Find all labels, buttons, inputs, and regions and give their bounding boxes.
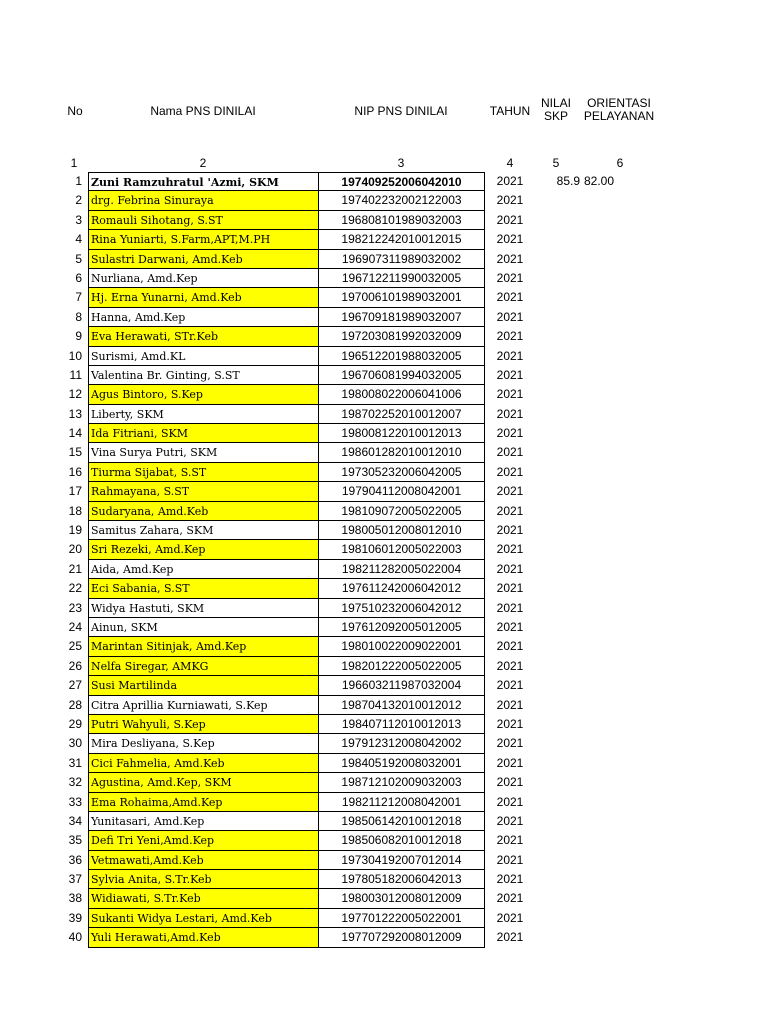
table-row	[0, 521, 768, 540]
row-number: 3	[75, 212, 82, 227]
nip-cell: 198506142010012018	[318, 812, 485, 831]
tahun-cell: 2021	[496, 775, 524, 790]
nama-cell: Marintan Sitinjak, Amd.Kep	[88, 637, 318, 656]
nama-cell: Sylvia Anita, S.Tr.Keb	[88, 870, 318, 889]
row-number: 40	[68, 930, 82, 945]
tahun-cell: 2021	[496, 891, 524, 906]
header-orientasi-pelayanan: ORIENTASI PELAYANAN	[583, 96, 655, 123]
nama-cell: Ida Fitriani, SKM	[88, 424, 318, 443]
nip-cell: 197203081992032009	[318, 327, 485, 346]
nip-cell: 198407112010012013	[318, 715, 485, 734]
tahun-cell: 2021	[496, 503, 524, 518]
table-row	[0, 482, 768, 501]
nip-cell: 198201222005022005	[318, 657, 485, 676]
nip-cell: 197304192007012014	[318, 851, 485, 870]
nip-cell: 198106012005022003	[318, 540, 485, 559]
row-number: 36	[68, 852, 82, 867]
nip-cell: 196808101989032003	[318, 211, 485, 230]
table-row	[0, 618, 768, 637]
table-row	[0, 657, 768, 676]
tahun-cell: 2021	[496, 910, 524, 925]
row-number: 37	[68, 872, 82, 887]
table-row	[0, 560, 768, 579]
tahun-cell: 2021	[496, 387, 524, 402]
row-number: 29	[68, 716, 82, 731]
tahun-cell: 2021	[496, 367, 524, 382]
nama-cell: Ainun, SKM	[88, 618, 318, 637]
header-no: No	[67, 104, 83, 118]
tahun-cell: 2021	[496, 678, 524, 693]
table-row	[0, 327, 768, 346]
nama-cell: Mira Desliyana, S.Kep	[88, 734, 318, 753]
nama-cell: Agustina, Amd.Kep, SKM	[88, 773, 318, 792]
tahun-cell: 2021	[496, 581, 524, 596]
table-row	[0, 812, 768, 831]
header-tahun: TAHUN	[489, 104, 531, 118]
row-number: 30	[68, 736, 82, 751]
nip-cell: 197006101989032001	[318, 288, 485, 307]
nama-cell: Liberty, SKM	[88, 405, 318, 424]
nama-cell: Cici Fahmelia, Amd.Keb	[88, 754, 318, 773]
tahun-cell: 2021	[496, 794, 524, 809]
orientasi-cell: 82.00	[583, 174, 614, 188]
row-number: 19	[68, 523, 82, 538]
nama-cell: Samitus Zahara, SKM	[88, 521, 318, 540]
row-number: 26	[68, 658, 82, 673]
row-number: 24	[68, 619, 82, 634]
row-number: 32	[68, 775, 82, 790]
nilai-skp-cell: 85.9	[556, 174, 580, 188]
nip-cell: 198212242010012015	[318, 230, 485, 249]
nama-cell: Surismi, Amd.KL	[88, 347, 318, 366]
header-nip: NIP PNS DINILAI	[354, 104, 448, 118]
column-number: 5	[552, 156, 560, 170]
tahun-cell: 2021	[496, 658, 524, 673]
row-number: 27	[68, 678, 82, 693]
tahun-cell: 2021	[496, 619, 524, 634]
table-row	[0, 851, 768, 870]
nip-cell: 198211212008042001	[318, 793, 485, 812]
nip-cell: 196709181989032007	[318, 308, 485, 327]
row-number: 11	[69, 367, 82, 382]
table-row	[0, 793, 768, 812]
table-row	[0, 579, 768, 598]
row-number: 16	[68, 464, 82, 479]
nip-cell: 198005012008012010	[318, 521, 485, 540]
pns-table	[0, 172, 768, 948]
tahun-cell: 2021	[496, 329, 524, 344]
tahun-cell: 2021	[496, 174, 524, 188]
nama-cell: Romauli Sihotang, S.ST	[88, 211, 318, 230]
tahun-cell: 2021	[496, 697, 524, 712]
tahun-cell: 2021	[496, 736, 524, 751]
row-number: 18	[68, 503, 82, 518]
tahun-cell: 2021	[496, 930, 524, 945]
tahun-cell: 2021	[496, 639, 524, 654]
row-number: 15	[68, 445, 82, 460]
nama-cell: Nelfa Siregar, AMKG	[88, 657, 318, 676]
table-row	[0, 599, 768, 618]
row-number: 23	[68, 600, 82, 615]
nama-cell: Vina Surya Putri, SKM	[88, 443, 318, 462]
tahun-cell: 2021	[496, 445, 524, 460]
nip-cell: 198702252010012007	[318, 405, 485, 424]
table-row	[0, 366, 768, 385]
nip-cell: 197305232006042005	[318, 463, 485, 482]
table-row	[0, 443, 768, 462]
nama-cell: Sudaryana, Amd.Keb	[88, 502, 318, 521]
nip-cell: 197611242006042012	[318, 579, 485, 598]
nama-cell: Defi Tri Yeni,Amd.Kep	[88, 831, 318, 850]
tahun-cell: 2021	[496, 251, 524, 266]
table-row	[0, 308, 768, 327]
nama-cell: Aida, Amd.Kep	[88, 560, 318, 579]
nip-cell: 197612092005012005	[318, 618, 485, 637]
tahun-cell: 2021	[496, 716, 524, 731]
tahun-cell: 2021	[496, 270, 524, 285]
row-number: 25	[68, 639, 82, 654]
row-number: 20	[68, 542, 82, 557]
nip-cell: 196512201988032005	[318, 347, 485, 366]
table-row	[0, 831, 768, 850]
row-number: 35	[68, 833, 82, 848]
nip-cell: 198211282005022004	[318, 560, 485, 579]
row-number: 34	[68, 813, 82, 828]
nama-cell: Sri Rezeki, Amd.Kep	[88, 540, 318, 559]
nip-cell: 198712102009032003	[318, 773, 485, 792]
nama-cell: Nurliana, Amd.Kep	[88, 269, 318, 288]
nip-cell: 196603211987032004	[318, 676, 485, 695]
column-number: 2	[199, 156, 207, 170]
table-row	[0, 211, 768, 230]
row-number: 8	[75, 309, 82, 324]
table-row	[0, 347, 768, 366]
nama-cell: Zuni Ramzuhratul 'Azmi, SKM	[88, 172, 318, 191]
nip-cell: 196712211990032005	[318, 269, 485, 288]
nama-cell: Widya Hastuti, SKM	[88, 599, 318, 618]
nama-cell: Vetmawati,Amd.Keb	[88, 851, 318, 870]
table-row	[0, 734, 768, 753]
nip-cell: 197904112008042001	[318, 482, 485, 501]
row-number: 10	[68, 348, 82, 363]
row-number: 21	[68, 561, 82, 576]
column-number: 1	[70, 156, 78, 170]
table-row	[0, 502, 768, 521]
row-number: 31	[68, 755, 82, 770]
tahun-cell: 2021	[496, 212, 524, 227]
nip-cell: 196907311989032002	[318, 250, 485, 269]
nama-cell: Sukanti Widya Lestari, Amd.Keb	[88, 909, 318, 928]
table-row	[0, 424, 768, 443]
table-row	[0, 773, 768, 792]
row-number: 38	[68, 891, 82, 906]
nama-cell: Sulastri Darwani, Amd.Keb	[88, 250, 318, 269]
nip-cell: 197409252006042010	[318, 172, 485, 191]
nama-cell: Susi Martilinda	[88, 676, 318, 695]
nama-cell: Rina Yuniarti, S.Farm,APT,M.PH	[88, 230, 318, 249]
tahun-cell: 2021	[496, 290, 524, 305]
tahun-cell: 2021	[496, 406, 524, 421]
table-row	[0, 715, 768, 734]
nip-cell: 198109072005022005	[318, 502, 485, 521]
table-row	[0, 250, 768, 269]
table-row	[0, 637, 768, 656]
table-row	[0, 463, 768, 482]
row-number: 22	[68, 581, 82, 596]
nip-cell: 197805182006042013	[318, 870, 485, 889]
tahun-cell: 2021	[496, 852, 524, 867]
tahun-cell: 2021	[496, 193, 524, 208]
table-row	[0, 696, 768, 715]
row-number: 14	[68, 426, 82, 441]
nama-cell: Agus Bintoro, S.Kep	[88, 385, 318, 404]
tahun-cell: 2021	[496, 755, 524, 770]
nama-cell: Eci Sabania, S.ST	[88, 579, 318, 598]
nip-cell: 197701222005022001	[318, 909, 485, 928]
tahun-cell: 2021	[496, 523, 524, 538]
row-number: 4	[75, 232, 82, 247]
nama-cell: Hj. Erna Yunarni, Amd.Keb	[88, 288, 318, 307]
nip-cell: 197707292008012009	[318, 928, 485, 947]
row-number: 2	[75, 193, 82, 208]
nama-cell: Widiawati, S.Tr.Keb	[88, 889, 318, 908]
table-row	[0, 676, 768, 695]
tahun-cell: 2021	[496, 561, 524, 576]
table-row	[0, 405, 768, 424]
nama-cell: Ema Rohaima,Amd.Kep	[88, 793, 318, 812]
column-number: 3	[397, 156, 405, 170]
nip-cell: 197912312008042002	[318, 734, 485, 753]
nip-cell: 198405192008032001	[318, 754, 485, 773]
row-number: 6	[75, 270, 82, 285]
tahun-cell: 2021	[496, 309, 524, 324]
table-row	[0, 754, 768, 773]
table-row	[0, 889, 768, 908]
table-row	[0, 269, 768, 288]
nip-cell: 198003012008012009	[318, 889, 485, 908]
nip-cell: 196706081994032005	[318, 366, 485, 385]
tahun-cell: 2021	[496, 872, 524, 887]
row-number: 17	[68, 484, 82, 499]
table-row	[0, 928, 768, 947]
table-row	[0, 288, 768, 307]
nama-cell: Hanna, Amd.Kep	[88, 308, 318, 327]
nama-cell: Eva Herawati, STr.Keb	[88, 327, 318, 346]
table-row	[0, 540, 768, 559]
nip-cell: 198008022006041006	[318, 385, 485, 404]
row-number: 1	[75, 174, 82, 188]
tahun-cell: 2021	[496, 600, 524, 615]
column-number: 6	[616, 156, 624, 170]
nama-cell: Valentina Br. Ginting, S.ST	[88, 366, 318, 385]
tahun-cell: 2021	[496, 484, 524, 499]
column-number-row	[0, 153, 768, 172]
nama-cell: Citra Aprillia Kurniawati, S.Kep	[88, 696, 318, 715]
table-row	[0, 870, 768, 889]
nip-cell: 198601282010012010	[318, 443, 485, 462]
tahun-cell: 2021	[496, 542, 524, 557]
nip-cell: 198506082010012018	[318, 831, 485, 850]
row-number: 7	[75, 290, 82, 305]
nip-cell: 198010022009022001	[318, 637, 485, 656]
tahun-cell: 2021	[496, 813, 524, 828]
row-number: 9	[75, 329, 82, 344]
tahun-cell: 2021	[496, 348, 524, 363]
header-nilai-skp: NILAI SKP	[540, 96, 571, 123]
nama-cell: Putri Wahyuli, S.Kep	[88, 715, 318, 734]
row-number: 12	[68, 387, 82, 402]
table-row	[0, 172, 768, 191]
table-row	[0, 230, 768, 249]
nama-cell: Tiurma Sijabat, S.ST	[88, 463, 318, 482]
nama-cell: Rahmayana, S.ST	[88, 482, 318, 501]
tahun-cell: 2021	[496, 833, 524, 848]
row-number: 5	[75, 251, 82, 266]
header-nama: Nama PNS DINILAI	[150, 104, 256, 118]
table-row	[0, 385, 768, 404]
nip-cell: 198704132010012012	[318, 696, 485, 715]
row-number: 28	[68, 697, 82, 712]
row-number: 39	[68, 910, 82, 925]
row-number: 13	[68, 406, 82, 421]
nip-cell: 198008122010012013	[318, 424, 485, 443]
table-row	[0, 191, 768, 210]
nama-cell: drg. Febrina Sinuraya	[88, 191, 318, 210]
nama-cell: Yunitasari, Amd.Kep	[88, 812, 318, 831]
tahun-cell: 2021	[496, 232, 524, 247]
nama-cell: Yuli Herawati,Amd.Keb	[88, 928, 318, 947]
table-row	[0, 909, 768, 928]
tahun-cell: 2021	[496, 464, 524, 479]
nip-cell: 197510232006042012	[318, 599, 485, 618]
nip-cell: 197402232002122003	[318, 191, 485, 210]
row-number: 33	[68, 794, 82, 809]
tahun-cell: 2021	[496, 426, 524, 441]
column-number: 4	[506, 156, 514, 170]
